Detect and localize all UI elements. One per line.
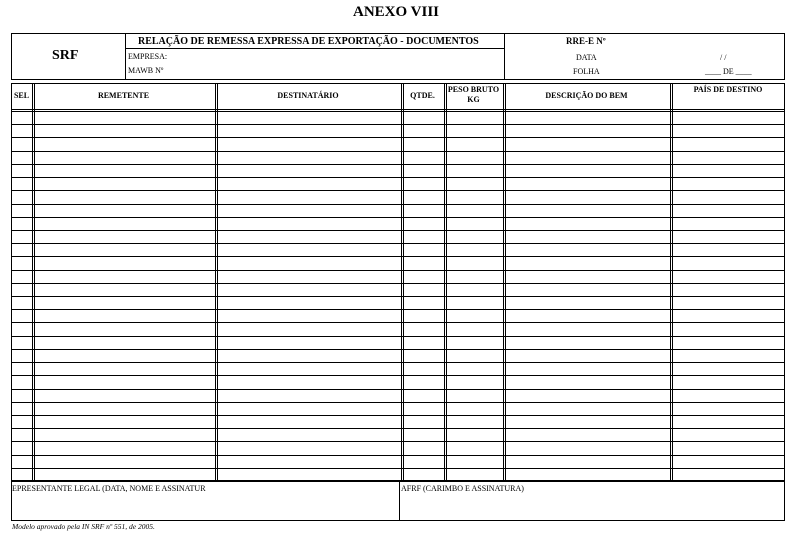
folha-label: FOLHA: [573, 67, 600, 76]
column-separator: [401, 83, 402, 481]
table-row: [11, 230, 785, 231]
page-title: ANEXO VIII: [353, 4, 439, 20]
col-header-sel: SEL: [13, 91, 30, 100]
table-row: [11, 349, 785, 350]
col-header-descricao: DESCRIÇÃO DO BEM: [545, 91, 628, 100]
table-row: [11, 468, 785, 469]
table-row: [11, 441, 785, 442]
srf-label: SRF: [52, 48, 79, 63]
col-header-peso: PESO BRUTO KG: [447, 85, 500, 104]
column-separator: [444, 83, 445, 481]
signature-divider: [399, 481, 400, 521]
header-row-separator: [11, 109, 785, 110]
header-divider-left: [125, 33, 126, 80]
folha-value: ____ DE ____: [705, 67, 752, 76]
table-row: [11, 124, 785, 125]
col-header-remetente: REMETENTE: [97, 91, 150, 100]
table-row: [11, 336, 785, 337]
table-row: [11, 455, 785, 456]
table-row: [11, 322, 785, 323]
table-row: [11, 415, 785, 416]
table-row: [11, 402, 785, 403]
table-row: [11, 270, 785, 271]
column-separator: [403, 83, 404, 481]
header-title-underline: [125, 48, 504, 49]
table-row: [11, 296, 785, 297]
column-separator: [217, 83, 218, 481]
data-value: / /: [720, 53, 727, 62]
legal-representative-label: EPRESENTANTE LEGAL (DATA, NOME E ASSINATUR: [12, 484, 206, 493]
footnote: Modelo aprovado pela IN SRF nº 551, de 2005.: [12, 522, 155, 531]
table-row: [11, 177, 785, 178]
table-row: [11, 283, 785, 284]
column-separator: [446, 83, 447, 481]
table-row: [11, 256, 785, 257]
items-table: [11, 83, 785, 481]
table-row: [11, 137, 785, 138]
table-row: [11, 164, 785, 165]
header-row-separator: [11, 111, 785, 112]
table-row: [11, 428, 785, 429]
form-title: RELAÇÃO DE REMESSA EXPRESSA DE EXPORTAÇÃO - DOCUMENTOS: [138, 36, 479, 47]
table-row: [11, 362, 785, 363]
column-separator: [505, 83, 506, 481]
column-separator: [32, 83, 33, 481]
empresa-label: EMPRESA:: [128, 52, 168, 61]
table-row: [11, 204, 785, 205]
column-separator: [503, 83, 504, 481]
column-separator: [672, 83, 673, 481]
table-row: [11, 217, 785, 218]
column-separator: [670, 83, 671, 481]
table-row: [11, 190, 785, 191]
col-header-pais: PAÍS DE DESTINO: [693, 85, 763, 94]
column-separator: [34, 83, 35, 481]
mawb-label: MAWB Nº: [128, 66, 164, 75]
table-row: [11, 243, 785, 244]
rre-label: RRE-E Nº: [566, 36, 606, 46]
col-header-destinatario: DESTINATÁRIO: [277, 91, 339, 100]
header-divider-right: [504, 33, 505, 80]
column-separator: [215, 83, 216, 481]
table-row: [11, 389, 785, 390]
col-header-qtde: QTDE.: [410, 91, 435, 100]
table-row: [11, 309, 785, 310]
afrf-label: AFRF (CARIMBO E ASSINATURA): [401, 484, 524, 493]
table-row: [11, 151, 785, 152]
data-label: DATA: [576, 53, 597, 62]
table-row: [11, 375, 785, 376]
